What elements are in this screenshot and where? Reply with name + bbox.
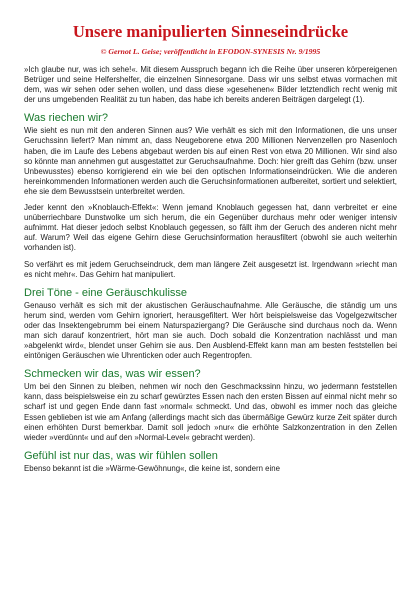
section-heading-schmecken: Schmecken wir das, was wir essen? <box>24 368 201 381</box>
section-heading-riechen: Was riechen wir? <box>24 112 108 125</box>
article-title: Unsere manipulierten Sinneseindrücke <box>72 22 349 41</box>
section-heading-toene: Drei Töne - eine Geräuschkulisse <box>24 286 188 299</box>
intro-paragraph: »Ich glaube nur, was ich sehe!«. Mit diesem Ausspruch begann ich die Reihe über unseren körpereigenen Betrüger und seine Helfershelfer, die einzelnen Sinnesorgane. Dass wir uns selbst etwas vormachen mit dem, was wir sehen oder sehen wollen, und dass diese »gesehenen« Bilder letztendlich recht wenig mit der uns umgebenden Realität zu tun haben, das habe ich bereits anderen Beiträgen dargelegt (1). <box>24 65 397 105</box>
paragraph-gefuehl-1: Ebenso bekannt ist die »Wärme-Gewöhnung«, die keine ist, sondern eine <box>24 463 280 473</box>
paragraph-riechen-2: Jeder kennt den »Knoblauch-Effekt«: Wenn jemand Knoblauch gegessen hat, dann verbreitet er eine unüberriechbare Dunstwolke um sich herum, die ein Gegenüber durchaus mehr oder weniger intensiv aufnimmt. Hat dieser jedoch selbst Knoblauch gegessen, so fällt ihm der Geruch des anderen nicht mehr auf. Warum? Weil das eigene Gehirn diese Geruchsinformation herausfiltert (obwohl sie auch weiterhin vorhanden ist). <box>24 203 397 253</box>
paragraph-toene-1: Genauso verhält es sich mit der akustischen Geräuschaufnahme. Alle Geräusche, die ständig um uns herum sind, werden vom Gehirn ignoriert, herausgefiltert. Wer hört beispielsweise das Vogelgezwitscher oder das Insektengebrumm bei einem Naturspaziergang? Die Geräusche sind durchaus noch da. Wenn man sich darauf konzentriert, hört man sie auch. Doch sobald die Konzentration nachlässt und man »abgelenkt wird«, blendet unser Gehirn sie aus. Den Ausblend-Effekt kann man am besten feststellen bei eintönigen Geräuschen wie Uhrenticken oder auch Regentropfen. <box>24 300 397 361</box>
section-heading-gefuehl: Gefühl ist nur das, was wir fühlen sollen <box>24 449 218 462</box>
article-byline: © Gernot L. Geise; veröffentlicht in EFODON-SYNESIS Nr. 9/1995 <box>100 47 321 56</box>
paragraph-schmecken-1: Um bei den Sinnen zu bleiben, nehmen wir noch den Geschmackssinn hinzu, wo jedermann feststellen kann, dass beispielsweise ein zu scharf gewürztes Essen nach den ersten Bissen auf einmal nicht mehr so scharf ist und gegen Ende dann fast »normal« schmeckt. Und das, obwohl es immer noch das gleiche Essen geblieben ist wie am Anfang (allerdings macht sich das übermäßige Gewürz kurze Zeit später durch einen erhöhten Durst bemerkbar. Damit soll jedoch »nur« die erhöhte Salzkonzentration in den Zellen wieder »verdünnt« und auf den »Normal-Level« gebracht werden). <box>24 382 397 442</box>
paragraph-riechen-1: Wie sieht es nun mit den anderen Sinnen aus? Wie verhält es sich mit den Informationen, die uns unser Geruchssinn liefert? Man nimmt an, dass Neugeborene etwa 200 Millionen Nervenzellen pro Nasenloch haben, die im Laufe des Lebens abgebaut werden bis auf einen Rest von etwa 20 Millionen. Wir sind also so könnte man annehmen gut ausgestattet zur Geruchsaufnahme. Doch: hier greift das Gehirn (bzw. unser Unbewusstes) ebenso korrigierend ein wie bei den optischen Informationseindrücken. Wie die anderen hereinkommenden Informationen werden auch die Geruchsinformationen aufbereitet, sortiert und selektiert, ehe sie dem Bewusstsein unterbreitet werden. <box>24 126 397 196</box>
paragraph-riechen-3: So verfährt es mit jedem Geruchseindruck, dem man längere Zeit ausgesetzt ist. Irgendwann »riecht man es nicht mehr«. Das Gehirn hat manipuliert. <box>24 259 397 279</box>
